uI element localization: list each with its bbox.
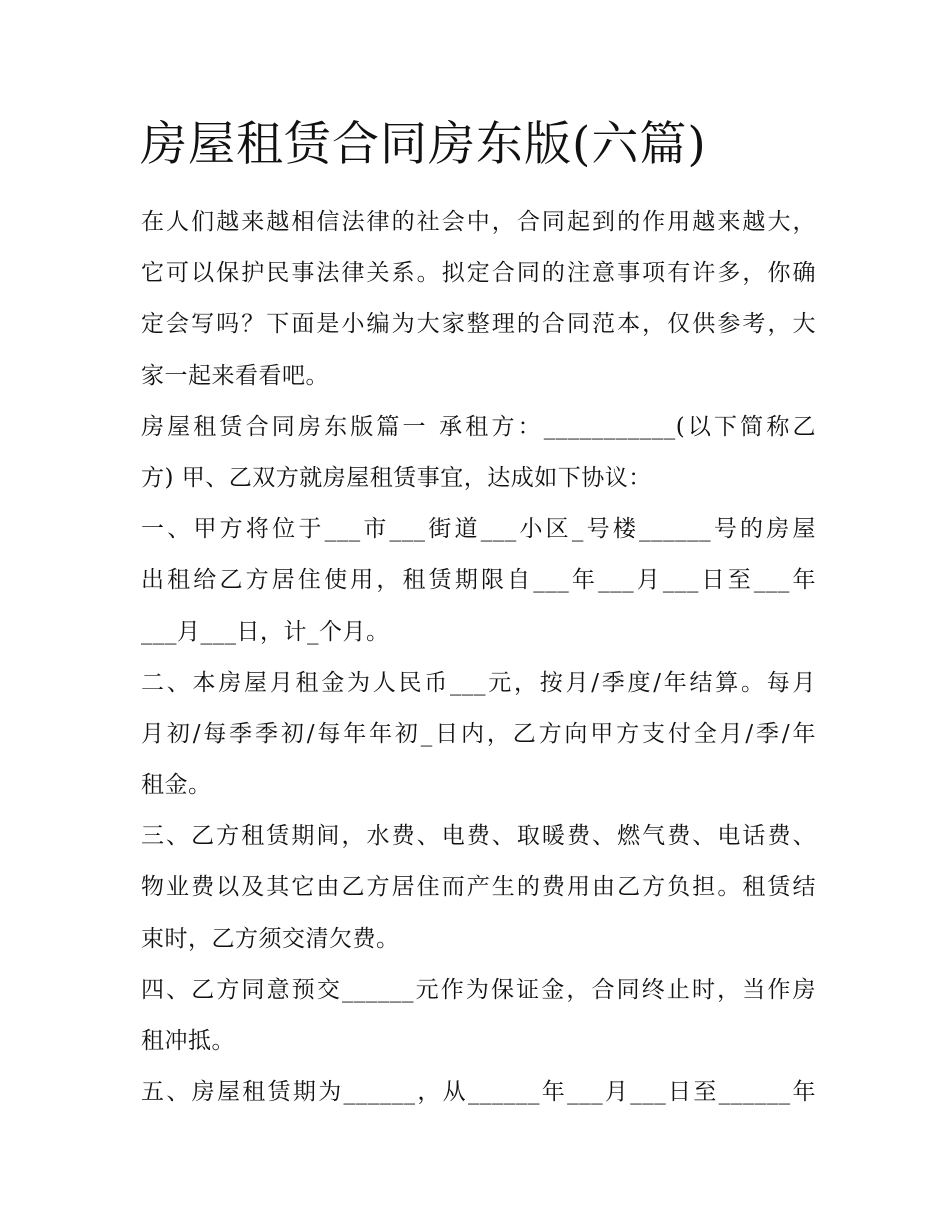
paragraph-line: 在人们越来越相信法律的社会中，合同起到的作用越来越大， [141,209,816,235]
paragraph-line: 出租给乙方居住使用，租赁期限自___年___月___日至___年 [141,567,816,594]
document-title: 房屋租赁合同房东版(六篇) [140,117,707,172]
paragraph-line: 四、乙方同意预交______元作为保证金，合同终止时，当作房 [141,976,816,1003]
paragraph-line: 家一起来看看吧。 [141,362,329,389]
paragraph-line: 租冲抵。 [141,1028,235,1054]
paragraph-line: 房屋租赁合同房东版篇一 承租方：___________(以下简称乙 [141,413,816,440]
document-body [141,197,816,1118]
paragraph-line: 物业费以及其它由乙方居住而产生的费用由乙方负担。租赁结 [141,874,816,901]
paragraph-line: 一、甲方将位于___市___街道___小区_号楼______号的房屋 [141,516,816,543]
paragraph-line: 三、乙方租赁期间，水费、电费、取暖费、燃气费、电话费、 [141,823,816,850]
paragraph-line: 定会写吗？下面是小编为大家整理的合同范本，仅供参考，大 [141,311,816,338]
paragraph-line: 二、本房屋月租金为人民币___元，按月/季度/年结算。每月 [141,669,816,696]
paragraph-line: 方) 甲、乙双方就房屋租赁事宜，达成如下协议： [141,464,652,491]
paragraph-line: 月初/每季季初/每年年初_日内，乙方向甲方支付全月/季/年 [141,720,816,747]
paragraph-line: ___月___日，计_个月。 [141,618,390,645]
paragraph-line: 它可以保护民事法律关系。拟定合同的注意事项有许多，你确 [141,260,816,287]
paragraph-line: 束时，乙方须交清欠费。 [141,925,400,952]
paragraph-line: 租金。 [141,772,212,799]
paragraph-line: 五、房屋租赁期为______，从______年___月___日至______年 [141,1079,816,1106]
